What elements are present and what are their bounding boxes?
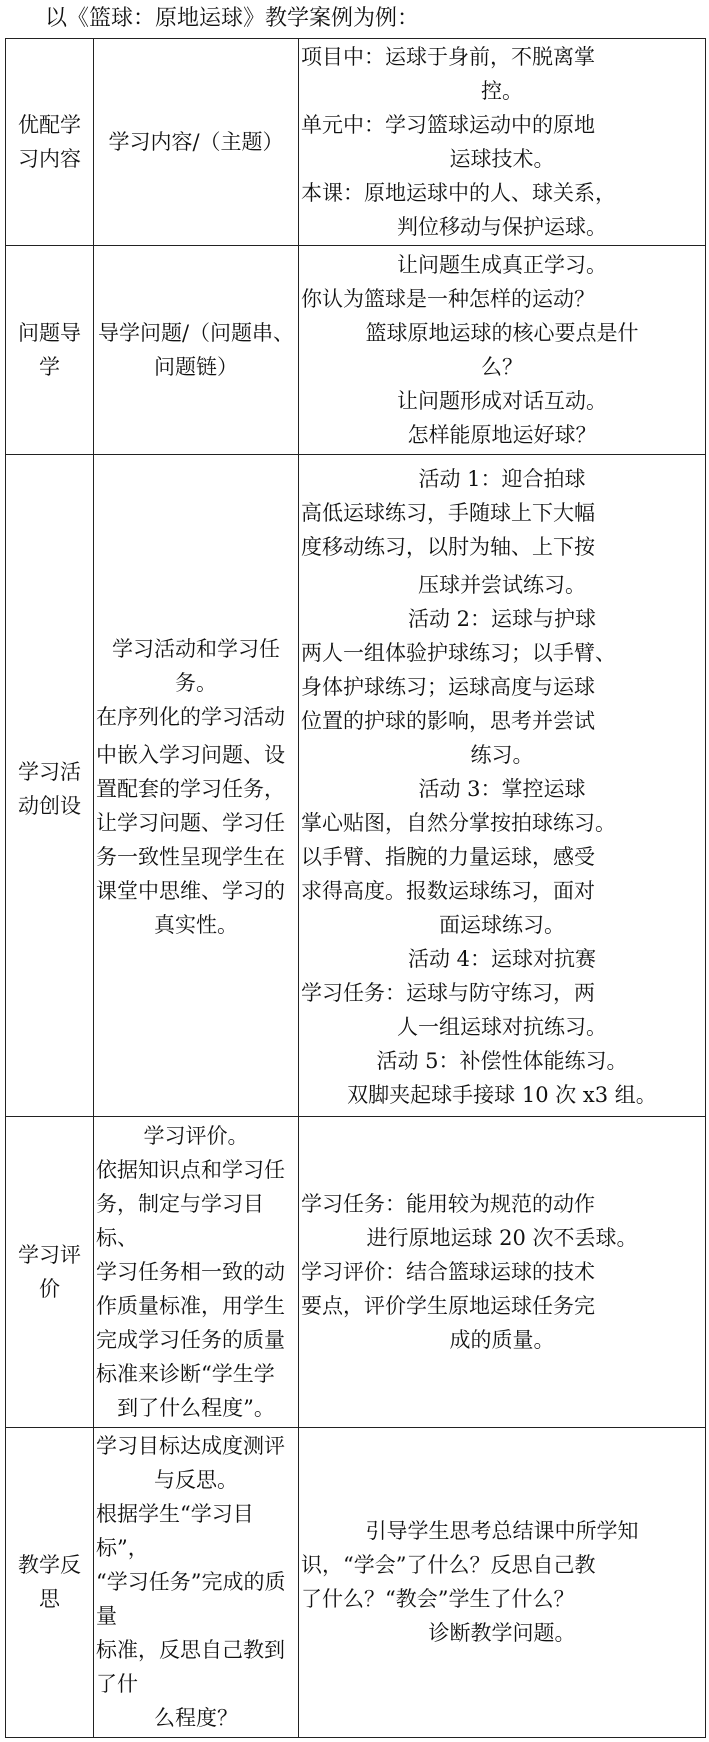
content-line: 求得高度。报数运球练习，面对 <box>301 879 595 904</box>
content-line: 怎样能原地运好球？ <box>407 422 597 447</box>
category-line: 动创设 <box>18 794 81 819</box>
element-line: “学习任务”完成的质量 <box>96 1570 286 1629</box>
content-line: 本课：原地运球中的人、球关系， <box>301 181 616 206</box>
lesson-case-table <box>5 38 706 1738</box>
content-line: 让问题生成真正学习。 <box>397 252 607 277</box>
element-line: 课堂中思维、学习的 <box>96 879 285 904</box>
intro-text: 以《篮球：原地运球》教学案例为例： <box>45 6 420 31</box>
element-line: 置配套的学习任务， <box>96 777 285 802</box>
content-line: 位置的护球的影响，思考并尝试 <box>301 709 595 734</box>
content-line: 面运球练习。 <box>439 913 565 938</box>
category-line: 价 <box>39 1276 60 1301</box>
content-line: 识，“学会”了什么？反思自己教 <box>301 1553 596 1578</box>
content-line: 以手臂、指腕的力量运球，感受 <box>301 845 595 870</box>
element-line: 中嵌入学习问题、设 <box>96 743 285 768</box>
table-row-activities <box>6 454 706 1116</box>
category-line: 学习评 <box>18 1242 81 1267</box>
element-cell <box>94 1117 299 1427</box>
element-line: 作质量标准，用学生 <box>96 1293 285 1318</box>
content-line: 么？ <box>481 354 523 379</box>
content-line: 双脚夹起球手接球 10 次 x3 组。 <box>347 1083 657 1108</box>
content-line: 单元中：学习篮球运动中的原地 <box>301 113 595 138</box>
content-line: 篮球原地运球的核心要点是什 <box>365 320 639 345</box>
table-row-content <box>6 39 706 246</box>
element-cell <box>94 454 299 1116</box>
content-cell <box>299 246 706 454</box>
element-line: 学习活动和学习任 <box>112 637 280 662</box>
category-cell <box>6 39 94 246</box>
element-line: 在序列化的学习活动 <box>96 705 285 730</box>
content-line: 掌心贴图，自然分掌按拍球练习。 <box>301 811 616 836</box>
content-line: 活动 5：补偿性体能练习。 <box>376 1049 628 1074</box>
category-line: 教学反 <box>18 1553 81 1578</box>
element-line: 学习内容/（主题） <box>108 130 284 155</box>
content-line: 你认为篮球是一种怎样的运动？ <box>301 286 595 311</box>
table-row-questions <box>6 246 706 454</box>
element-line: 与反思。 <box>154 1468 238 1493</box>
element-line: 问题链） <box>154 354 238 379</box>
element-line: 学习评价。 <box>143 1123 249 1148</box>
content-cell <box>299 1427 706 1737</box>
element-line: 标准来诊断“学生学 <box>96 1361 275 1386</box>
content-line: 身体护球练习；运球高度与运球 <box>301 675 595 700</box>
content-cell <box>299 454 706 1116</box>
category-line: 习内容 <box>18 147 81 172</box>
table-row-reflection <box>6 1427 706 1737</box>
content-line: 高低运球练习，手随球上下大幅 <box>301 501 595 526</box>
content-line: 控。 <box>481 79 523 104</box>
content-line: 活动 4：运球对抗赛 <box>407 947 597 972</box>
content-line: 运球技术。 <box>449 147 555 172</box>
category-cell <box>6 1427 94 1737</box>
content-line: 了什么？“教会”学生了什么？ <box>301 1587 575 1612</box>
element-line: 到了什么程度”。 <box>117 1395 275 1420</box>
content-line: 活动 3：掌控运球 <box>418 777 586 802</box>
content-line: 活动 2：运球与护球 <box>407 607 597 632</box>
table-row-evaluation <box>6 1117 706 1427</box>
element-cell <box>94 39 299 246</box>
content-cell <box>299 1117 706 1427</box>
element-line: 么程度？ <box>154 1706 238 1731</box>
element-line: 真实性。 <box>154 913 238 938</box>
content-line: 判位移动与保护运球。 <box>397 215 607 240</box>
element-cell <box>94 1427 299 1737</box>
content-line: 成的质量。 <box>449 1327 555 1352</box>
element-line: 务一致性呈现学生在 <box>96 845 285 870</box>
content-line: 活动 1：迎合拍球 <box>418 467 586 492</box>
element-line: 完成学习任务的质量 <box>96 1327 285 1352</box>
category-line: 问题导 <box>18 320 81 345</box>
category-cell <box>6 454 94 1116</box>
element-line: 务，制定与学习目标、 <box>96 1191 264 1250</box>
content-line: 练习。 <box>470 743 534 768</box>
content-line: 项目中：运球于身前，不脱离掌 <box>301 45 595 70</box>
content-line: 引导学生思考总结课中所学知 <box>365 1519 639 1544</box>
content-line: 人一组运球对抗练习。 <box>397 1015 607 1040</box>
category-cell <box>6 246 94 454</box>
content-line: 进行原地运球 20 次不丢球。 <box>366 1225 638 1250</box>
element-line: 务。 <box>175 671 217 696</box>
element-line: 让学习问题、学习任 <box>96 811 285 836</box>
category-line: 学习活 <box>18 760 81 785</box>
content-line: 度移动练习，以肘为轴、上下按 <box>301 535 595 560</box>
content-line: 压球并尝试练习。 <box>418 573 586 598</box>
content-line: 学习任务：能用较为规范的动作 <box>301 1191 595 1216</box>
category-cell <box>6 1117 94 1427</box>
content-line: 两人一组体验护球练习；以手臂、 <box>301 641 616 666</box>
content-line: 学习评价：结合篮球运球的技术 <box>301 1259 595 1284</box>
content-cell <box>299 39 706 246</box>
category-line: 学 <box>39 354 60 379</box>
element-cell <box>94 246 299 454</box>
content-line: 诊断教学问题。 <box>428 1621 576 1646</box>
element-line: 根据学生“学习目标”， <box>96 1502 254 1561</box>
category-line: 优配学 <box>18 113 81 138</box>
element-line: 学习目标达成度测评 <box>96 1434 285 1459</box>
element-line: 学习任务相一致的动 <box>96 1259 285 1284</box>
content-line: 让问题形成对话互动。 <box>397 388 607 413</box>
element-line: 导学问题/（问题串、 <box>97 320 295 345</box>
element-line: 依据知识点和学习任 <box>96 1157 285 1182</box>
element-line: 标准，反思自己教到了什 <box>96 1638 285 1697</box>
content-line: 学习任务：运球与防守练习，两 <box>301 981 595 1006</box>
content-line: 要点，评价学生原地运球任务完 <box>301 1293 595 1318</box>
category-line: 思 <box>39 1587 60 1612</box>
